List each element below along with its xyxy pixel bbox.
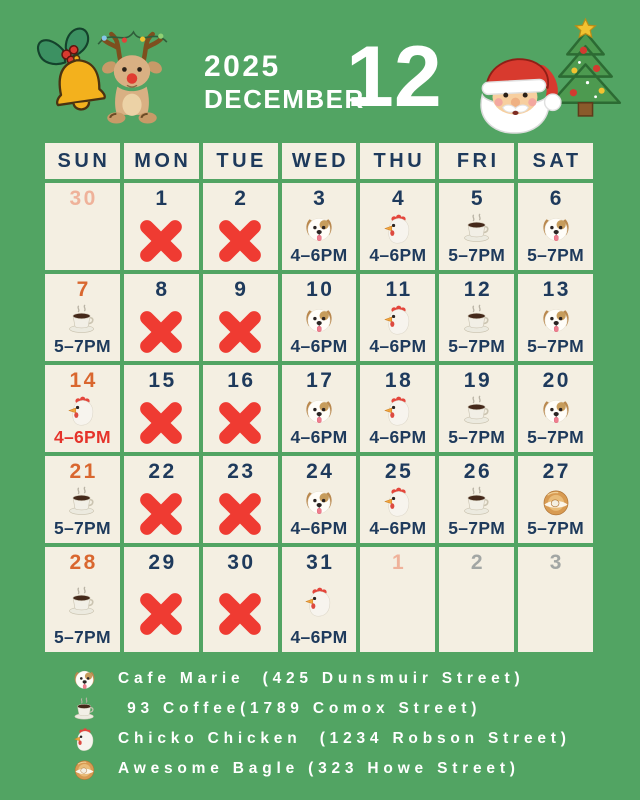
day-header-mon: MON xyxy=(124,143,199,179)
event-time: 4–6PM xyxy=(53,426,111,447)
day-cell-content xyxy=(135,302,187,361)
day-cell-content xyxy=(461,484,493,519)
day-cell-content xyxy=(214,302,266,361)
day-cell-content xyxy=(135,575,187,652)
event-time: 5–7PM xyxy=(527,426,585,447)
date-number: 25 xyxy=(384,460,414,483)
date-number: 1 xyxy=(155,187,170,210)
reindeer-icon xyxy=(90,26,176,127)
day-header-sat: SAT xyxy=(518,143,593,179)
date-number: 16 xyxy=(227,369,256,392)
day-header-fri: FRI xyxy=(439,143,514,179)
chicken-icon xyxy=(382,304,414,336)
date-number: 22 xyxy=(148,460,177,483)
calendar-day-cell[interactable] xyxy=(518,456,593,543)
day-cell-content xyxy=(461,302,493,337)
date-number: 7 xyxy=(76,278,91,301)
calendar-day-cell[interactable] xyxy=(518,274,593,361)
date-number: 10 xyxy=(306,278,335,301)
calendar-day-cell[interactable] xyxy=(360,547,435,652)
day-cell-content xyxy=(540,393,572,428)
date-number: 20 xyxy=(542,369,571,392)
calendar-day-cell[interactable] xyxy=(282,456,357,543)
legend-item xyxy=(72,754,571,784)
calendar-day-cell[interactable] xyxy=(439,183,514,270)
date-number: 9 xyxy=(234,278,249,301)
legend-item xyxy=(72,694,571,724)
chicken-icon xyxy=(382,213,414,245)
date-number: 13 xyxy=(542,278,571,301)
date-number: 17 xyxy=(306,369,335,392)
legend xyxy=(72,664,571,784)
event-time: 4–6PM xyxy=(369,517,427,538)
day-cell-content xyxy=(66,393,98,428)
calendar-day-cell[interactable] xyxy=(518,365,593,452)
x-mark-icon xyxy=(135,215,187,267)
event-time: 4–6PM xyxy=(369,244,427,265)
chicken-icon xyxy=(66,395,98,427)
x-mark-icon xyxy=(135,397,187,449)
calendar-month-number: 12 xyxy=(346,29,442,125)
calendar-day-cell[interactable] xyxy=(439,365,514,452)
dog-icon xyxy=(303,304,335,336)
legend-label: Chicko Chicken (1234 Robson Street) xyxy=(118,730,571,747)
day-header-sun: SUN xyxy=(45,143,120,179)
date-number: 3 xyxy=(313,187,328,210)
day-header-tue: TUE xyxy=(203,143,278,179)
date-number: 15 xyxy=(148,369,177,392)
day-cell-content xyxy=(214,575,266,652)
day-cell-content xyxy=(214,211,266,270)
date-number: 31 xyxy=(306,551,335,574)
legend-label: Cafe Marie (425 Dunsmuir Street) xyxy=(118,670,525,687)
calendar-day-cell[interactable] xyxy=(518,547,593,652)
legend-label: Awesome Bagle (323 Howe Street) xyxy=(118,760,520,777)
event-time: 5–7PM xyxy=(53,335,111,356)
event-time: 5–7PM xyxy=(527,517,585,538)
day-cell-content xyxy=(461,211,493,246)
event-time: 4–6PM xyxy=(290,517,348,538)
calendar-day-cell[interactable] xyxy=(124,274,199,361)
bagel-icon xyxy=(72,757,97,782)
calendar-day-cell[interactable] xyxy=(282,274,357,361)
day-header-thu: THU xyxy=(360,143,435,179)
day-cell-content xyxy=(135,484,187,543)
coffee-icon xyxy=(66,486,98,518)
day-cell-content xyxy=(303,211,335,246)
event-time: 4–6PM xyxy=(290,426,348,447)
calendar-year: 2025 xyxy=(204,50,281,83)
day-cell-content xyxy=(540,484,572,519)
event-time: 5–7PM xyxy=(448,517,506,538)
calendar-grid xyxy=(45,143,593,652)
date-number: 24 xyxy=(306,460,335,483)
x-mark-icon xyxy=(214,215,266,267)
event-time: 5–7PM xyxy=(527,335,585,356)
calendar-day-cell[interactable] xyxy=(203,183,278,270)
coffee-icon xyxy=(461,486,493,518)
day-cell-content xyxy=(303,393,335,428)
day-cell-content xyxy=(540,211,572,246)
date-number: 29 xyxy=(148,551,177,574)
day-cell-content xyxy=(382,484,414,519)
calendar-day-cell[interactable] xyxy=(360,274,435,361)
chicken-icon xyxy=(72,727,97,752)
date-number: 30 xyxy=(69,187,98,210)
chicken-icon xyxy=(382,486,414,518)
calendar-day-cell[interactable] xyxy=(282,365,357,452)
date-number: 27 xyxy=(542,460,571,483)
event-time: 4–6PM xyxy=(290,626,348,647)
coffee-icon xyxy=(461,304,493,336)
calendar-day-cell[interactable] xyxy=(45,183,120,270)
dog-icon xyxy=(303,395,335,427)
date-number: 11 xyxy=(385,278,413,301)
calendar-day-cell[interactable] xyxy=(203,456,278,543)
day-cell-content xyxy=(303,302,335,337)
bagel-icon xyxy=(540,486,572,518)
legend-label: 93 Coffee(1789 Comox Street) xyxy=(118,700,482,717)
date-number: 2 xyxy=(234,187,249,210)
calendar-day-cell[interactable] xyxy=(360,365,435,452)
coffee-icon xyxy=(66,586,98,618)
date-number: 2 xyxy=(470,551,486,574)
event-time: 5–7PM xyxy=(448,426,506,447)
calendar-month-name: DECEMBER xyxy=(204,84,365,114)
calendar-day-cell[interactable] xyxy=(360,456,435,543)
calendar-day-cell[interactable] xyxy=(45,274,120,361)
x-mark-icon xyxy=(214,397,266,449)
chicken-icon xyxy=(303,586,335,618)
day-cell-content xyxy=(303,484,335,519)
event-time: 5–7PM xyxy=(448,244,506,265)
date-number: 28 xyxy=(69,551,98,574)
day-cell-content xyxy=(382,393,414,428)
coffee-icon xyxy=(461,395,493,427)
date-number: 3 xyxy=(549,551,564,574)
x-mark-icon xyxy=(135,588,187,640)
dog-icon xyxy=(72,667,97,692)
x-mark-icon xyxy=(135,488,187,540)
day-cell-content xyxy=(461,393,493,428)
event-time: 5–7PM xyxy=(53,626,111,647)
x-mark-icon xyxy=(214,588,266,640)
date-number: 18 xyxy=(384,369,414,392)
date-number: 1 xyxy=(392,551,407,574)
event-time: 4–6PM xyxy=(290,244,348,265)
day-cell-content xyxy=(540,302,572,337)
calendar-day-cell[interactable] xyxy=(45,365,120,452)
x-mark-icon xyxy=(214,488,266,540)
chicken-icon xyxy=(382,395,414,427)
date-number: 4 xyxy=(392,187,407,210)
calendar-day-cell[interactable] xyxy=(282,183,357,270)
date-number: 8 xyxy=(155,278,170,301)
calendar-day-cell[interactable] xyxy=(124,365,199,452)
day-cell-content xyxy=(66,302,98,337)
calendar-day-cell[interactable] xyxy=(518,183,593,270)
dog-icon xyxy=(303,213,335,245)
event-time: 4–6PM xyxy=(290,335,348,356)
date-number: 14 xyxy=(69,369,98,392)
day-cell-content xyxy=(382,302,414,337)
calendar-day-cell[interactable] xyxy=(203,547,278,652)
calendar-day-cell[interactable] xyxy=(439,547,514,652)
calendar-day-cell[interactable] xyxy=(439,456,514,543)
calendar-day-cell[interactable] xyxy=(45,547,120,652)
calendar-day-cell[interactable] xyxy=(203,274,278,361)
day-cell-content xyxy=(66,575,98,628)
date-number: 19 xyxy=(463,369,493,392)
x-mark-icon xyxy=(135,306,187,358)
calendar-day-cell[interactable] xyxy=(124,456,199,543)
legend-item xyxy=(72,664,571,694)
event-time: 5–7PM xyxy=(527,244,585,265)
date-number: 5 xyxy=(470,187,486,210)
date-number: 23 xyxy=(227,460,256,483)
x-mark-icon xyxy=(214,306,266,358)
date-number: 12 xyxy=(463,278,493,301)
dog-icon xyxy=(540,213,572,245)
coffee-icon xyxy=(461,213,493,245)
day-cell-content xyxy=(382,211,414,246)
coffee-icon xyxy=(66,304,98,336)
dog-icon xyxy=(303,486,335,518)
calendar-day-cell[interactable] xyxy=(124,183,199,270)
calendar-day-cell[interactable] xyxy=(360,183,435,270)
calendar-day-cell[interactable] xyxy=(124,547,199,652)
day-cell-content xyxy=(135,211,187,270)
event-time: 4–6PM xyxy=(369,335,427,356)
event-time: 4–6PM xyxy=(369,426,427,447)
day-cell-content xyxy=(66,484,98,519)
santa-icon xyxy=(468,44,565,136)
day-cell-content xyxy=(135,393,187,452)
event-time: 5–7PM xyxy=(53,517,111,538)
day-header-wed: WED xyxy=(282,143,357,179)
date-number: 30 xyxy=(227,551,256,574)
calendar-day-cell[interactable] xyxy=(282,547,357,652)
day-cell-content xyxy=(214,393,266,452)
coffee-icon xyxy=(72,697,97,722)
date-number: 21 xyxy=(69,460,98,483)
dog-icon xyxy=(540,304,572,336)
date-number: 26 xyxy=(463,460,493,483)
calendar-day-cell[interactable] xyxy=(203,365,278,452)
calendar-day-cell[interactable] xyxy=(45,456,120,543)
dog-icon xyxy=(540,395,572,427)
day-cell-content xyxy=(303,575,335,628)
date-number: 6 xyxy=(549,187,564,210)
calendar-day-cell[interactable] xyxy=(439,274,514,361)
day-cell-content xyxy=(214,484,266,543)
legend-item xyxy=(72,724,571,754)
event-time: 5–7PM xyxy=(448,335,506,356)
